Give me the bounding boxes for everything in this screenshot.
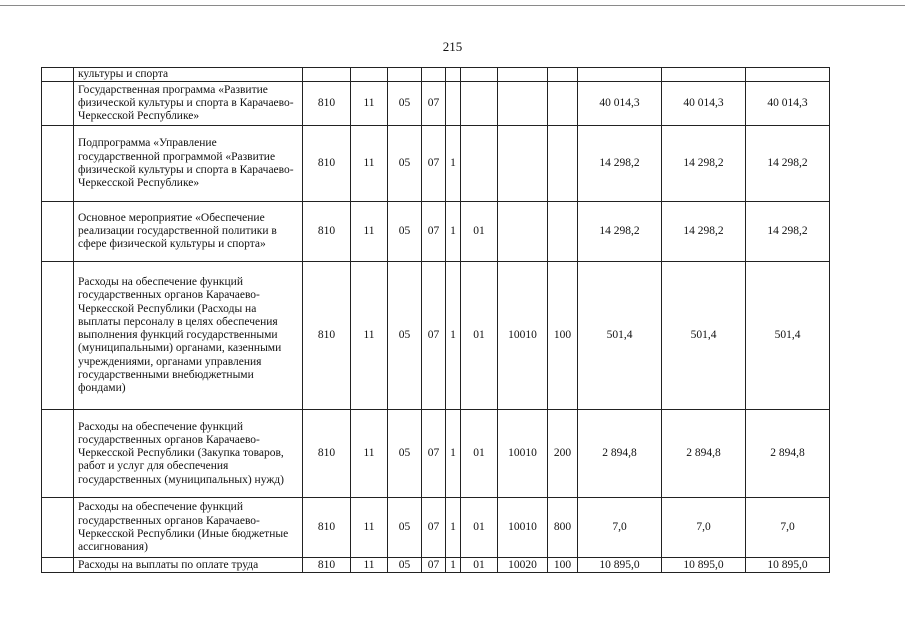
code-section-cell xyxy=(351,68,388,82)
top-rule xyxy=(0,5,905,6)
code-subprogram-cell xyxy=(446,82,461,126)
row-marker-cell xyxy=(42,202,74,262)
code-event-cell xyxy=(461,126,498,202)
code-program-cell: 07 xyxy=(422,82,446,126)
amount-cell-2: 501,4 xyxy=(662,262,746,410)
row-marker-cell xyxy=(42,262,74,410)
amount-cell-1: 2 894,8 xyxy=(578,410,662,498)
code-section-cell: 11 xyxy=(351,202,388,262)
amount-cell-2: 2 894,8 xyxy=(662,410,746,498)
code-program-cell: 07 xyxy=(422,262,446,410)
table-row xyxy=(42,498,830,558)
code-direction-cell xyxy=(498,126,548,202)
amount-cell-3: 40 014,3 xyxy=(746,82,830,126)
row-name-cell: Расходы на обеспечение функций государственных органов Карачаево-Черкесской Республики (Иные бюджетные ассигнования) xyxy=(74,498,303,558)
code-direction-cell: 10010 xyxy=(498,498,548,558)
amount-cell-2: 14 298,2 xyxy=(662,202,746,262)
code-subsection-cell xyxy=(388,68,422,82)
code-subprogram-cell: 1 xyxy=(446,498,461,558)
code-ministry-cell: 810 xyxy=(303,202,351,262)
code-subprogram-cell xyxy=(446,68,461,82)
code-expense-type-cell xyxy=(548,126,578,202)
code-expense-type-cell xyxy=(548,68,578,82)
code-program-cell: 07 xyxy=(422,410,446,498)
amount-cell-3: 14 298,2 xyxy=(746,202,830,262)
amount-cell-3 xyxy=(746,68,830,82)
amount-cell-2: 10 895,0 xyxy=(662,558,746,573)
amount-cell-2: 14 298,2 xyxy=(662,126,746,202)
code-ministry-cell xyxy=(303,68,351,82)
amount-cell-2: 40 014,3 xyxy=(662,82,746,126)
code-event-cell xyxy=(461,82,498,126)
code-direction-cell xyxy=(498,68,548,82)
code-expense-type-cell: 100 xyxy=(548,558,578,573)
code-expense-type-cell: 800 xyxy=(548,498,578,558)
row-marker-cell xyxy=(42,68,74,82)
code-direction-cell: 10020 xyxy=(498,558,548,573)
code-event-cell: 01 xyxy=(461,262,498,410)
code-direction-cell: 10010 xyxy=(498,410,548,498)
code-direction-cell xyxy=(498,82,548,126)
code-program-cell: 07 xyxy=(422,498,446,558)
code-subprogram-cell: 1 xyxy=(446,202,461,262)
code-direction-cell xyxy=(498,202,548,262)
code-subsection-cell: 05 xyxy=(388,82,422,126)
code-subprogram-cell: 1 xyxy=(446,410,461,498)
code-section-cell: 11 xyxy=(351,498,388,558)
amount-cell-3: 14 298,2 xyxy=(746,126,830,202)
table-row xyxy=(42,82,830,126)
row-name-cell: Подпрограмма «Управление государственной программой «Развитие физической культуры и спорта в Карачаево-Черкесской Республике» xyxy=(74,126,303,202)
code-subsection-cell: 05 xyxy=(388,126,422,202)
amount-cell-1: 7,0 xyxy=(578,498,662,558)
amount-cell-1: 14 298,2 xyxy=(578,202,662,262)
code-program-cell: 07 xyxy=(422,558,446,573)
code-program-cell: 07 xyxy=(422,126,446,202)
code-subprogram-cell: 1 xyxy=(446,262,461,410)
code-subsection-cell: 05 xyxy=(388,202,422,262)
amount-cell-3: 501,4 xyxy=(746,262,830,410)
code-expense-type-cell xyxy=(548,202,578,262)
code-event-cell xyxy=(461,68,498,82)
budget-table xyxy=(41,67,830,573)
amount-cell-1 xyxy=(578,68,662,82)
code-event-cell: 01 xyxy=(461,558,498,573)
code-expense-type-cell: 200 xyxy=(548,410,578,498)
code-subsection-cell: 05 xyxy=(388,410,422,498)
table-row xyxy=(42,202,830,262)
table-row xyxy=(42,126,830,202)
amount-cell-3: 7,0 xyxy=(746,498,830,558)
row-name-cell: культуры и спорта xyxy=(74,68,303,82)
code-event-cell: 01 xyxy=(461,202,498,262)
row-name-cell: Расходы на обеспечение функций государственных органов Карачаево-Черкесской Республики (Закупка товаров, работ и услуг для обеспечения государственных (муниципальных) нужд) xyxy=(74,410,303,498)
code-expense-type-cell: 100 xyxy=(548,262,578,410)
code-subsection-cell: 05 xyxy=(388,262,422,410)
row-marker-cell xyxy=(42,498,74,558)
amount-cell-1: 40 014,3 xyxy=(578,82,662,126)
row-marker-cell xyxy=(42,410,74,498)
code-section-cell: 11 xyxy=(351,126,388,202)
code-expense-type-cell xyxy=(548,82,578,126)
row-name-cell: Расходы на выплаты по оплате труда xyxy=(74,558,303,573)
code-program-cell xyxy=(422,68,446,82)
amount-cell-2: 7,0 xyxy=(662,498,746,558)
code-section-cell: 11 xyxy=(351,262,388,410)
row-name-cell: Расходы на обеспечение функций государственных органов Карачаево-Черкесской Республики (Расходы на выплаты персоналу в целях обеспечения выполнения функций государственными (муниципальными) органами, казенными учреждениями, органами управления государственными внебюджетными фондами) xyxy=(74,262,303,410)
code-subprogram-cell: 1 xyxy=(446,126,461,202)
code-section-cell: 11 xyxy=(351,558,388,573)
table-row xyxy=(42,262,830,410)
page-number: 215 xyxy=(442,39,463,54)
code-subsection-cell: 05 xyxy=(388,498,422,558)
table-row xyxy=(42,558,830,573)
table-row xyxy=(42,68,830,82)
row-marker-cell xyxy=(42,126,74,202)
code-direction-cell: 10010 xyxy=(498,262,548,410)
code-ministry-cell: 810 xyxy=(303,410,351,498)
code-ministry-cell: 810 xyxy=(303,262,351,410)
row-marker-cell xyxy=(42,82,74,126)
code-ministry-cell: 810 xyxy=(303,498,351,558)
code-section-cell: 11 xyxy=(351,410,388,498)
amount-cell-1: 14 298,2 xyxy=(578,126,662,202)
code-ministry-cell: 810 xyxy=(303,558,351,573)
code-subprogram-cell: 1 xyxy=(446,558,461,573)
amount-cell-3: 10 895,0 xyxy=(746,558,830,573)
row-name-cell: Основное мероприятие «Обеспечение реализации государственной политики в сфере физической культуры и спорта» xyxy=(74,202,303,262)
row-marker-cell xyxy=(42,558,74,573)
code-section-cell: 11 xyxy=(351,82,388,126)
amount-cell-3: 2 894,8 xyxy=(746,410,830,498)
row-name-cell: Государственная программа «Развитие физической культуры и спорта в Карачаево-Черкесской Республике» xyxy=(74,82,303,126)
amount-cell-2 xyxy=(662,68,746,82)
code-event-cell: 01 xyxy=(461,498,498,558)
amount-cell-1: 10 895,0 xyxy=(578,558,662,573)
code-program-cell: 07 xyxy=(422,202,446,262)
code-ministry-cell: 810 xyxy=(303,126,351,202)
code-subsection-cell: 05 xyxy=(388,558,422,573)
code-ministry-cell: 810 xyxy=(303,82,351,126)
table-row xyxy=(42,410,830,498)
amount-cell-1: 501,4 xyxy=(578,262,662,410)
code-event-cell: 01 xyxy=(461,410,498,498)
